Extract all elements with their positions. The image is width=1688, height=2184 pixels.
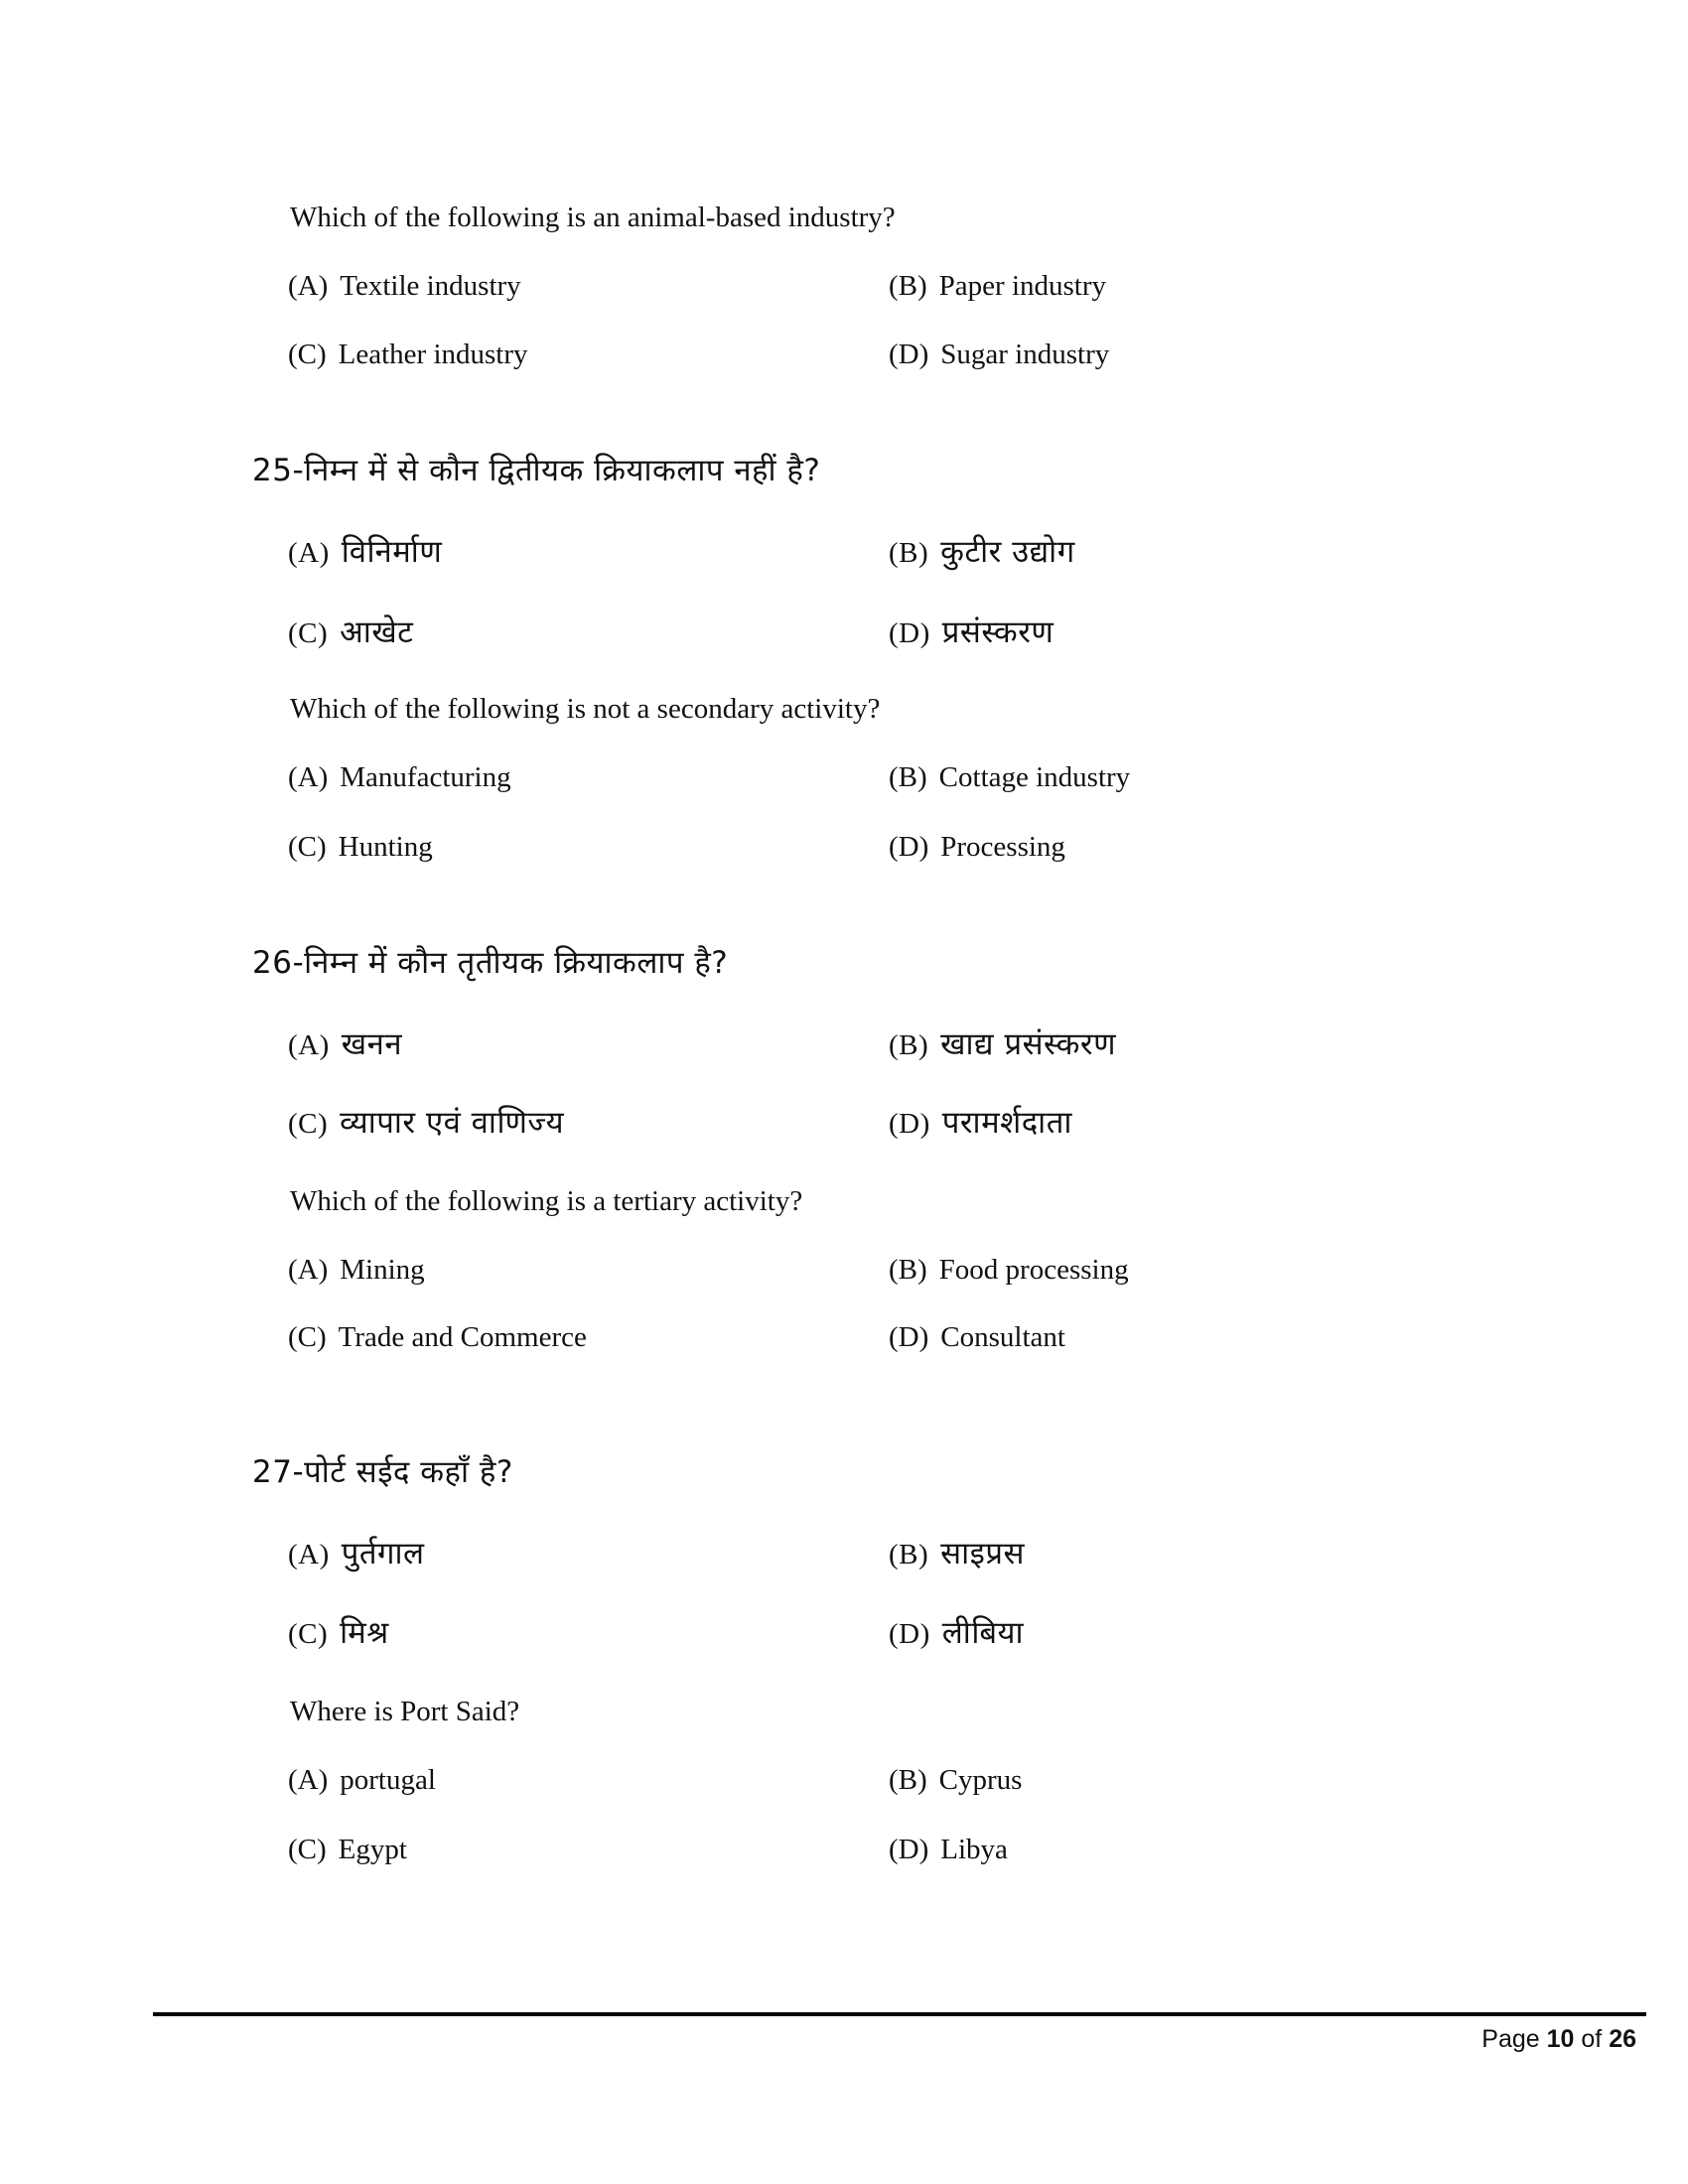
option-label: (C) [288,339,327,370]
option-label: (D) [889,339,929,370]
option-d [889,337,1109,372]
current-page: 10 [1546,2025,1575,2053]
option-a [288,1762,436,1798]
option-text: Cottage industry [938,761,1131,793]
option-a [288,759,511,795]
option-text: लीबिया [941,1615,1025,1651]
option-b [889,268,1106,304]
option-text: व्यापार एवं वाणिज्य [340,1105,565,1141]
option-label: (C) [288,1321,327,1353]
option-label: (A) [288,1254,329,1286]
option-c [288,1105,564,1142]
option-label: (C) [288,1834,327,1865]
option-d [889,829,1065,865]
option-text: Consultant [940,1321,1065,1353]
footer-divider [153,2012,1646,2016]
option-b [889,534,1075,571]
option-text: Processing [940,831,1065,863]
option-label: (A) [288,1029,330,1061]
option-d [889,1615,1024,1652]
option-c [288,1832,407,1867]
option-c [288,337,528,372]
option-text: खनन [341,1026,403,1062]
option-text: Trade and Commerce [338,1321,587,1353]
question-27-english: Where is Port Said? [290,1696,520,1727]
option-label: (C) [288,831,327,863]
option-text: Egypt [338,1834,407,1865]
option-text: मिश्र [340,1615,389,1651]
option-c [288,614,413,651]
option-label: (A) [288,761,329,793]
option-text: Sugar industry [940,339,1110,370]
option-text: Mining [340,1254,425,1286]
option-a [288,1536,425,1572]
option-label: (A) [288,537,330,569]
option-d [889,1832,1008,1867]
option-a [288,1026,402,1063]
option-b [889,759,1130,795]
option-label: (B) [889,270,927,302]
option-c [288,1615,389,1652]
option-text: Manufacturing [340,761,511,793]
option-a [288,1252,425,1288]
option-text: प्रसंस्करण [941,614,1055,650]
option-b [889,1252,1129,1288]
option-a [288,534,442,571]
question-24-english: Which of the following is an animal-based industry? [290,202,896,233]
option-label: (A) [288,1764,329,1796]
option-label: (B) [889,761,927,793]
option-text: साइप्रस [940,1536,1025,1571]
option-label: (B) [889,1254,927,1286]
option-label: (C) [288,1108,329,1140]
option-a [288,268,521,304]
option-text: Textile industry [340,270,521,302]
option-c [288,829,433,865]
question-27-hindi: 27-पोर्ट सईद कहाँ है? [252,1454,513,1490]
option-text: Cyprus [938,1764,1023,1796]
option-b [889,1026,1116,1063]
option-label: (B) [889,1029,929,1061]
option-text: परामर्शदाता [941,1105,1072,1141]
option-text: portugal [340,1764,436,1796]
option-text: Libya [940,1834,1008,1865]
option-label: (B) [889,1539,929,1570]
option-text: आखेट [340,614,414,650]
of-word: of [1581,2025,1603,2053]
page-word: Page [1481,2025,1540,2053]
option-text: कुटीर उद्योग [940,534,1075,570]
page-number [1481,2025,1636,2054]
question-25-hindi: 25-निम्न में से कौन द्वितीयक क्रियाकलाप नहीं है? [252,453,821,488]
option-text: Hunting [338,831,433,863]
question-26-hindi: 26-निम्न में कौन तृतीयक क्रियाकलाप है? [252,945,729,981]
option-b [889,1536,1025,1572]
option-b [889,1762,1022,1798]
question-26-english: Which of the following is a tertiary activity? [290,1185,803,1217]
option-d [889,614,1054,651]
option-text: Food processing [938,1254,1129,1286]
option-label: (D) [889,1834,929,1865]
option-text: Leather industry [338,339,528,370]
option-label: (D) [889,617,930,649]
option-text: विनिर्माण [341,534,443,570]
option-label: (A) [288,270,329,302]
option-label: (C) [288,617,329,649]
option-text: Paper industry [938,270,1107,302]
total-pages: 26 [1609,2025,1636,2053]
option-label: (B) [889,1764,927,1796]
question-25-english: Which of the following is not a secondary activity? [290,693,881,725]
option-d [889,1105,1072,1142]
option-label: (A) [288,1539,330,1570]
option-label: (D) [889,1108,930,1140]
option-c [288,1319,587,1355]
option-label: (C) [288,1618,329,1650]
option-text: खाद्य प्रसंस्करण [940,1026,1116,1062]
option-label: (B) [889,537,929,569]
option-label: (D) [889,831,929,863]
option-label: (D) [889,1618,930,1650]
option-text: पुर्तगाल [341,1536,425,1571]
option-d [889,1319,1065,1355]
option-label: (D) [889,1321,929,1353]
